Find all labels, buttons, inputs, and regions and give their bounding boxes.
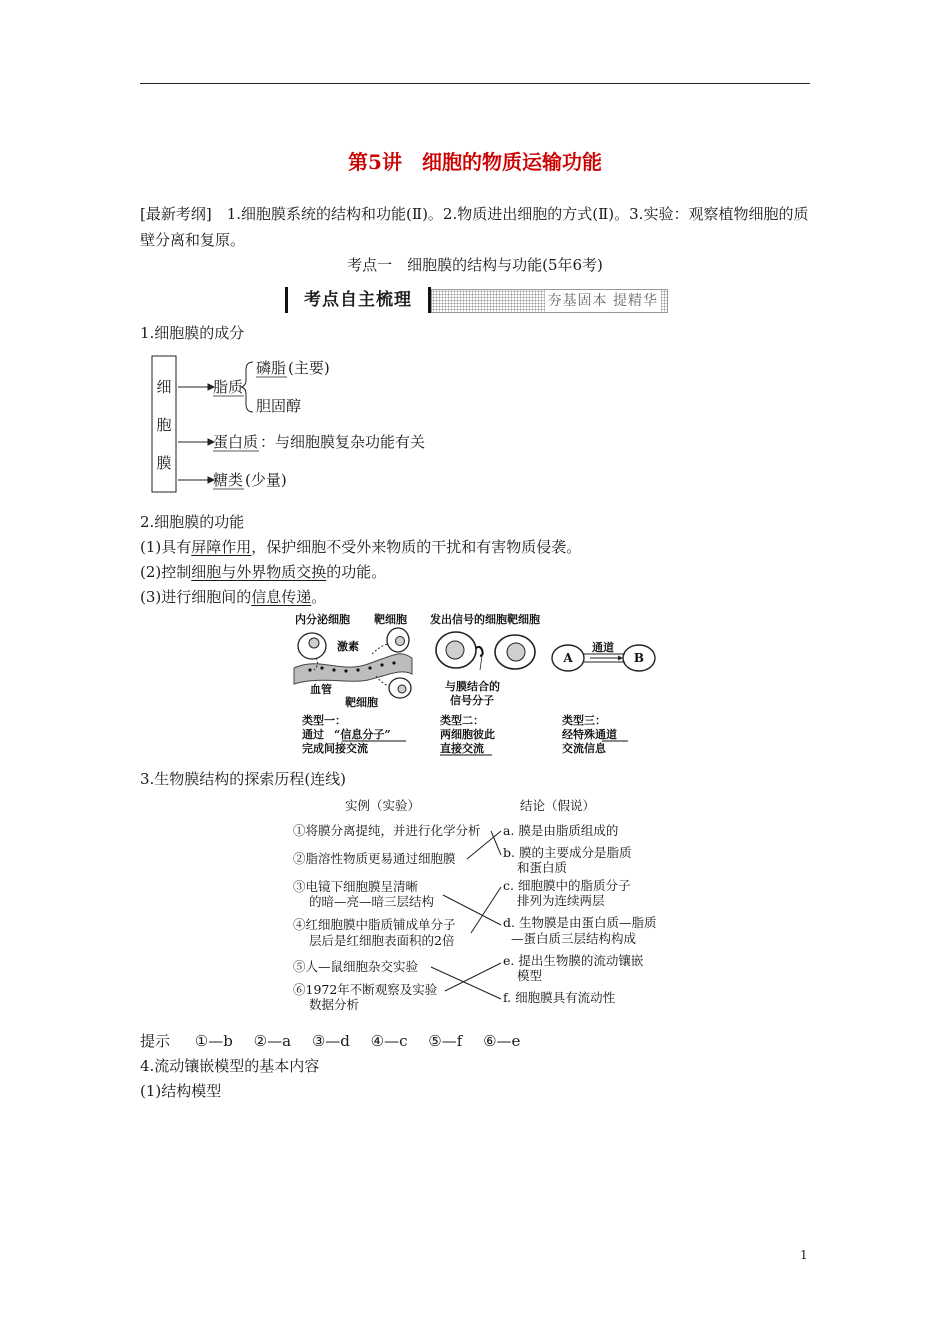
membrane-char-1: 细 xyxy=(156,378,172,396)
function-item-2-post: 的功能。 xyxy=(326,563,387,581)
type1-title: 类型一： xyxy=(302,714,346,727)
endocrine-cell-label: 内分泌细胞 xyxy=(295,613,350,626)
target-cell-top-label: 靶细胞 xyxy=(374,613,407,626)
conclusion-e-line2: 模型 xyxy=(517,968,543,983)
lipid-label: 脂质 xyxy=(213,378,244,396)
hint-answer-5: ⑤—f xyxy=(428,1032,463,1050)
function-item-3-post: 。 xyxy=(311,588,327,606)
conclusion-c-line1: c. 细胞膜中的脂质分子 xyxy=(503,878,631,893)
syllabus-paragraph xyxy=(140,201,812,253)
function-item-1-pre: (1)具有 xyxy=(140,538,192,556)
target-cell-2-nucleus xyxy=(507,643,525,661)
col-right-header: 结论（假说） xyxy=(520,798,596,813)
hint-line xyxy=(140,1030,520,1051)
bound-signal-label-2: 信号分子 xyxy=(450,694,494,707)
type1-line2 xyxy=(302,727,391,741)
example-6-line1: ⑥1972年不断观察及实验 xyxy=(293,982,438,997)
target-nucleus-top xyxy=(396,637,405,646)
conclusion-a: a. 膜是由脂质组成的 xyxy=(503,823,619,838)
example-4-line2: 层后是红细胞表面积的2倍 xyxy=(309,933,455,948)
cell-b-label: B xyxy=(633,651,645,665)
conclusion-d-line2: —蛋白质三层结构构成 xyxy=(511,931,637,946)
syllabus-label: [最新考纲] xyxy=(140,205,212,223)
conclusion-d-line1: d. 生物膜是由蛋白质—脂质 xyxy=(503,915,657,930)
type2-title: 类型二： xyxy=(440,714,484,727)
target-nucleus-bottom xyxy=(398,685,406,693)
section-heading: 考点一 细胞膜的结构与功能(5年6考) xyxy=(347,256,603,274)
membrane-char-3: 膜 xyxy=(156,454,172,472)
phospholipid-label: 磷脂 xyxy=(256,359,287,377)
conclusion-b-line1: b. 膜的主要成分是脂质 xyxy=(503,845,632,860)
function-item-2 xyxy=(140,561,386,582)
function-item-1-post: ，保护细胞不受外来物质的干扰和有害物质侵袭。 xyxy=(251,538,582,556)
example-5: ⑤人—鼠细胞杂交实验 xyxy=(293,959,419,974)
endocrine-nucleus xyxy=(309,638,319,648)
function-item-3 xyxy=(140,586,326,607)
target-cell-2-label: 靶细胞 xyxy=(507,613,540,626)
cholesterol-label: 胆固醇 xyxy=(256,397,302,415)
cell-communication-figure xyxy=(290,610,670,760)
channel-label: 通道 xyxy=(592,641,614,654)
banner-dotted-bar xyxy=(431,289,668,313)
function-item-1-key: 屏障作用 xyxy=(191,538,252,556)
syllabus-text: 1.细胞膜系统的结构和功能(Ⅱ)。2.物质进出细胞的方式(Ⅱ)。3.实验：观察植物细胞的质壁分离和复原。 xyxy=(140,205,809,249)
page-number: 1 xyxy=(800,1248,808,1262)
banner-right-label: 夯基固本 提精华 xyxy=(545,290,661,312)
blood-vessel-label: 血管 xyxy=(310,683,332,696)
col-left-header: 实例（实验） xyxy=(345,798,421,813)
example-2: ②脂溶性物质更易通过细胞膜 xyxy=(293,851,456,866)
example-1: ①将膜分离提纯，并进行化学分析 xyxy=(293,823,481,838)
part4-heading: 4.流动镶嵌模型的基本内容 xyxy=(140,1057,320,1075)
function-item-1 xyxy=(140,536,581,557)
type1-line2-pre: 通过 xyxy=(302,728,324,741)
header-rule xyxy=(140,83,810,84)
membrane-char-2: 胞 xyxy=(156,416,172,434)
sugar-note: (少量) xyxy=(245,471,287,489)
signal-cell-nucleus xyxy=(446,641,464,659)
hint-answer-1: ①—b xyxy=(194,1032,233,1050)
page-title: 第5讲 细胞的物质运输功能 xyxy=(348,150,602,174)
sugar-label: 糖类 xyxy=(213,471,244,489)
type3-line2-pre: 经特殊 xyxy=(562,728,595,741)
example-3-line2: 的暗—亮—暗三层结构 xyxy=(309,894,435,909)
type2-line2: 两细胞彼此 xyxy=(440,728,495,741)
part1-heading: 1.细胞膜的成分 xyxy=(140,324,245,342)
link-4-c xyxy=(471,887,501,933)
type2-line3: 直接交流 xyxy=(440,742,484,755)
hint-answer-4: ④—c xyxy=(370,1032,408,1050)
membrane-history-matching-diagram xyxy=(285,795,685,1015)
conclusion-e-line1: e. 提出生物膜的流动镶嵌 xyxy=(503,953,644,968)
section-banner xyxy=(285,287,666,313)
hint-answer-3: ③—d xyxy=(311,1032,350,1050)
type1-line2-key: “信息分子” xyxy=(334,728,391,741)
cell-a-label: A xyxy=(563,651,573,665)
function-item-2-key: 细胞与外界物质交换 xyxy=(191,563,327,581)
conclusion-b-line2: 和蛋白质 xyxy=(517,860,568,875)
conclusion-f: f. 细胞膜具有流动性 xyxy=(503,990,616,1005)
hint-label: 提示 xyxy=(140,1032,171,1050)
banner-left-label: 考点自主梳理 xyxy=(285,287,431,313)
function-item-3-key: 信息传递 xyxy=(251,588,312,606)
hint-answer-2: ②—a xyxy=(253,1032,292,1050)
hint-answer-6: ⑥—e xyxy=(483,1032,521,1050)
example-6-line2: 数据分析 xyxy=(309,997,360,1012)
membrane-composition-diagram xyxy=(140,350,470,500)
part4-sub1: (1)结构模型 xyxy=(140,1082,222,1100)
conclusion-c-line2: 排列为连续两层 xyxy=(517,893,605,908)
type3-line3: 交流信息 xyxy=(562,742,606,755)
function-item-3-pre: (3)进行细胞间的 xyxy=(140,588,252,606)
protein-note: ：与细胞膜复杂功能有关 xyxy=(260,433,426,451)
phospholipid-note: (主要) xyxy=(288,359,330,377)
type3-line2-key: 通道 xyxy=(595,728,617,741)
signal-cell-label: 发出信号的细胞 xyxy=(430,613,507,626)
hormone-label: 激素 xyxy=(337,640,359,653)
part2-heading: 2.细胞膜的功能 xyxy=(140,513,245,531)
type1-line3: 完成间接交流 xyxy=(302,742,368,755)
bound-signal-label-1: 与膜结合的 xyxy=(445,680,500,693)
type3-line2 xyxy=(562,727,617,741)
part3-heading: 3.生物膜结构的探索历程(连线) xyxy=(140,770,347,788)
type3-title: 类型三： xyxy=(562,714,606,727)
link-5-f xyxy=(431,967,501,999)
example-4-line1: ④红细胞膜中脂质铺成单分子 xyxy=(293,917,456,932)
example-3-line1: ③电镜下细胞膜呈清晰 xyxy=(293,879,419,894)
function-item-2-pre: (2)控制 xyxy=(140,563,192,581)
target-cell-bottom-label: 靶细胞 xyxy=(345,696,378,709)
protein-label: 蛋白质 xyxy=(213,433,259,451)
